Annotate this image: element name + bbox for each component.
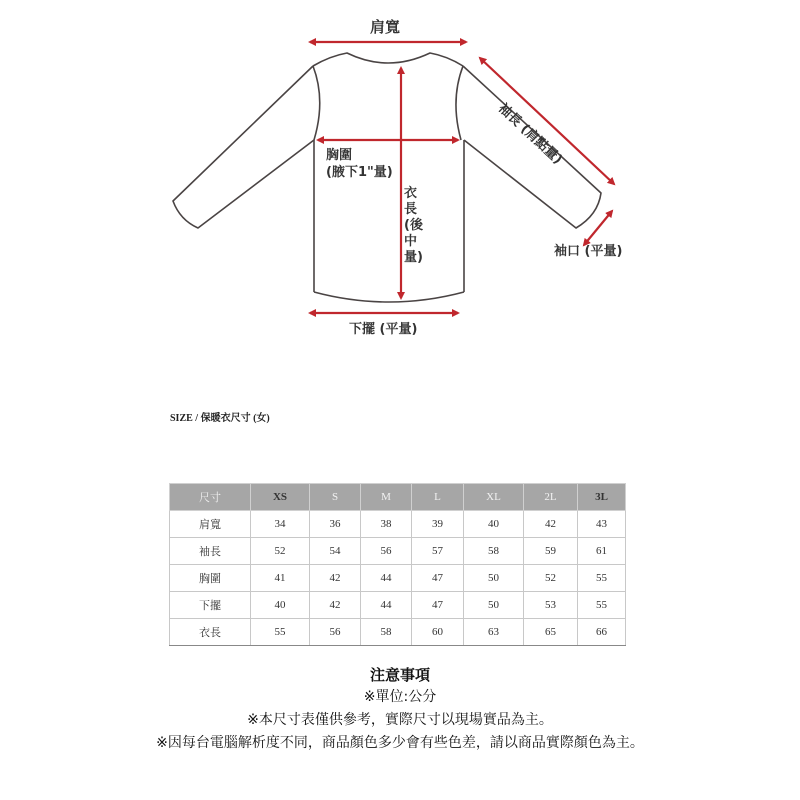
note-color-difference: ※因每台電腦解析度不同，商品顏色多少會有些色差，請以商品實際顏色為主。 — [156, 735, 644, 751]
table-cell: 40 — [464, 511, 524, 538]
table-cell: 61 — [578, 538, 626, 565]
row-label: 肩寬 — [170, 511, 251, 538]
table-row — [170, 592, 626, 619]
table-cell: 42 — [310, 592, 361, 619]
table-cell: 63 — [464, 619, 524, 646]
garment-measurement-diagram — [0, 0, 800, 340]
shirt-outline-icon — [0, 0, 800, 340]
row-label: 衣長 — [170, 619, 251, 646]
table-cell: 42 — [310, 565, 361, 592]
table-cell: 55 — [578, 565, 626, 592]
table-cell: 66 — [578, 619, 626, 646]
notes-section — [0, 664, 800, 755]
table-cell: 52 — [251, 538, 310, 565]
table-header-row — [170, 484, 626, 511]
table-cell: 40 — [251, 592, 310, 619]
table-cell: 55 — [578, 592, 626, 619]
table-cell: 50 — [464, 565, 524, 592]
table-cell: 50 — [464, 592, 524, 619]
header-cell-xl: XL — [464, 484, 524, 511]
table-cell: 57 — [412, 538, 464, 565]
size-chart-title: SIZE / 保暖衣尺寸 (女) — [170, 413, 270, 424]
header-cell-3l: 3L — [578, 484, 626, 511]
table-cell: 44 — [361, 565, 412, 592]
table-cell: 43 — [578, 511, 626, 538]
table-cell: 54 — [310, 538, 361, 565]
sleeve-length-label: 袖長 (肩點量) — [495, 100, 565, 168]
cuff-label: 袖口 (平量) — [554, 244, 623, 259]
table-row — [170, 565, 626, 592]
header-cell-s: S — [310, 484, 361, 511]
table-cell: 44 — [361, 592, 412, 619]
header-cell-l: L — [412, 484, 464, 511]
table-cell: 47 — [412, 592, 464, 619]
table-row — [170, 619, 626, 646]
table-cell: 55 — [251, 619, 310, 646]
note-reference: ※本尺寸表僅供參考，實際尺寸以現場實品為主。 — [247, 712, 553, 728]
chest-label — [326, 147, 393, 181]
shoulder-width-label: 肩寬 — [370, 18, 401, 36]
row-label: 下擺 — [170, 592, 251, 619]
size-table — [169, 483, 626, 646]
table-cell: 38 — [361, 511, 412, 538]
table-row — [170, 511, 626, 538]
table-cell: 47 — [412, 565, 464, 592]
header-cell-xs: XS — [251, 484, 310, 511]
table-cell: 42 — [524, 511, 578, 538]
note-unit: ※單位:公分 — [363, 689, 437, 705]
table-cell: 58 — [464, 538, 524, 565]
table-cell: 58 — [361, 619, 412, 646]
chest-label-title: 胸圍 — [326, 148, 353, 163]
notes-title: 注意事項 — [369, 666, 430, 684]
table-cell: 56 — [310, 619, 361, 646]
header-cell-m: M — [361, 484, 412, 511]
hem-label: 下擺 (平量) — [349, 322, 418, 337]
chest-label-note: (腋下1"量) — [326, 165, 393, 180]
header-cell-2l: 2L — [524, 484, 578, 511]
table-cell: 65 — [524, 619, 578, 646]
table-cell: 36 — [310, 511, 361, 538]
table-cell: 59 — [524, 538, 578, 565]
row-label: 胸圍 — [170, 565, 251, 592]
table-cell: 56 — [361, 538, 412, 565]
table-cell: 39 — [412, 511, 464, 538]
table-row — [170, 538, 626, 565]
row-label: 袖長 — [170, 538, 251, 565]
body-length-label: 衣長(後中量) — [404, 186, 423, 265]
header-cell-size: 尺寸 — [170, 484, 251, 511]
table-cell: 53 — [524, 592, 578, 619]
table-cell: 52 — [524, 565, 578, 592]
table-cell: 34 — [251, 511, 310, 538]
table-cell: 60 — [412, 619, 464, 646]
table-cell: 41 — [251, 565, 310, 592]
